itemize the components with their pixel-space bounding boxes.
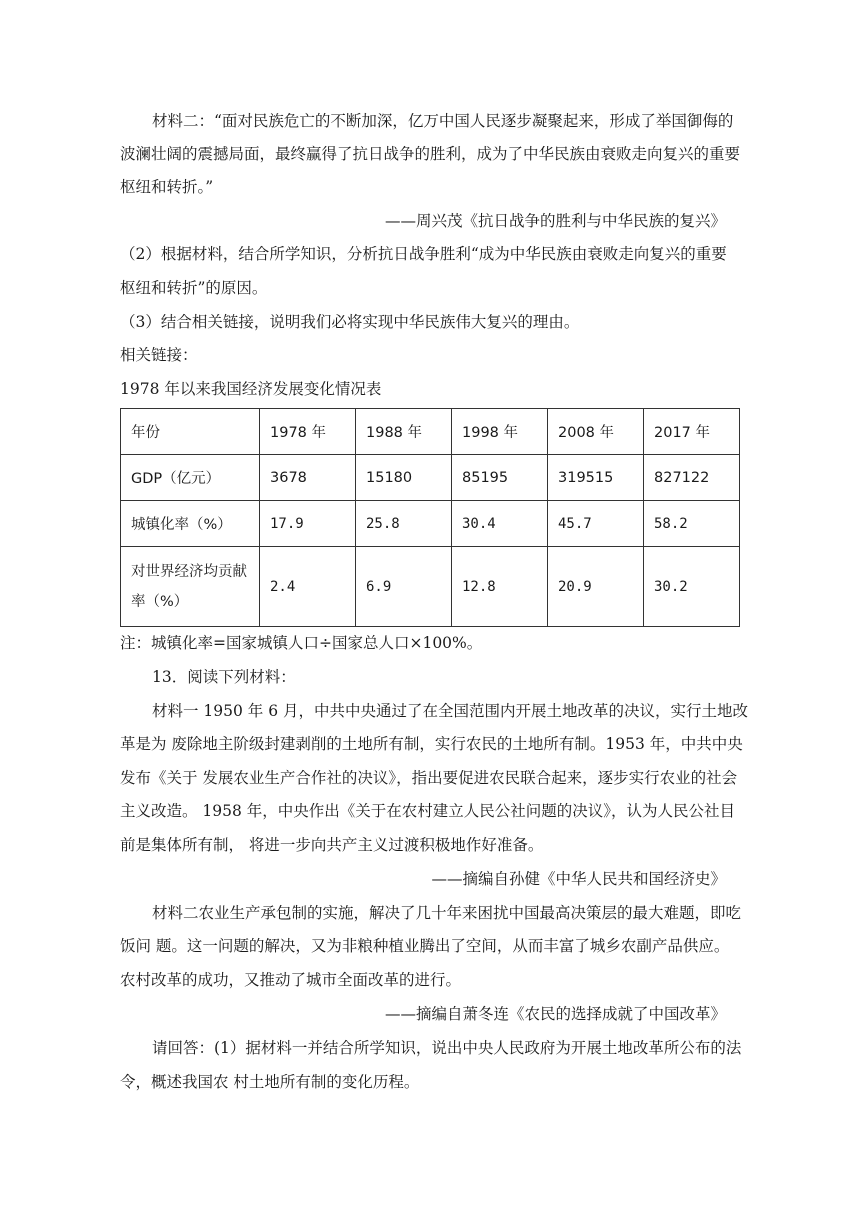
table-header-cell: 1998 年 <box>452 409 548 455</box>
text-line: 注：城镇化率=国家城镇人口÷国家总人口×100%。 <box>120 634 483 652</box>
table-cell: 827122 <box>644 455 740 501</box>
table-cell: 3678 <box>260 455 356 501</box>
table-cell: 30.2 <box>644 547 740 627</box>
table-cell: 15180 <box>356 455 452 501</box>
table-cell: 319515 <box>548 455 644 501</box>
text-line: 主义改造。 1958 年，中央作出《关于在农村建立人民公社问题的决议》，认为人民公社目 <box>120 802 736 820</box>
table-cell: 6.9 <box>356 547 452 627</box>
table-cell: 58.2 <box>644 501 740 547</box>
text-line: （3）结合相关链接，说明我们必将实现中华民族伟大复兴的理由。 <box>120 313 580 331</box>
table-row <box>121 501 740 547</box>
text-line: （2）根据材料，结合所学知识，分析抗日战争胜利“成为中华民族由衰败走向复兴的重要 <box>120 245 727 263</box>
table-header-cell: 年份 <box>121 409 260 455</box>
table-row <box>121 455 740 501</box>
text-line: 相关链接： <box>120 346 198 364</box>
text-line: 令，概述我国农 村土地所有制的变化历程。 <box>120 1073 420 1091</box>
table-header-cell: 1988 年 <box>356 409 452 455</box>
table-cell: 12.8 <box>452 547 548 627</box>
text-line: 13．阅读下列材料： <box>152 668 296 686</box>
text-line: 请回答：(1）据材料一并结合所学知识，说出中央人民政府为开展土地改革所公布的法 <box>152 1039 742 1057</box>
table-cell: 对世界经济均贡献率（%） <box>121 547 260 627</box>
text-line: 材料二：“面对民族危亡的不断加深，亿万中国人民逐步凝聚起来，形成了举国御侮的 <box>152 112 734 130</box>
table-cell: 20.9 <box>548 547 644 627</box>
table-cell: 85195 <box>452 455 548 501</box>
table-cell: 城镇化率（%） <box>121 501 260 547</box>
table-cell: 45.7 <box>548 501 644 547</box>
table-header-cell: 2008 年 <box>548 409 644 455</box>
table-cell: 17.9 <box>260 501 356 547</box>
table-header-cell: 2017 年 <box>644 409 740 455</box>
table-cell: GDP（亿元） <box>121 455 260 501</box>
source-citation: ——摘编自孙健《中华人民共和国经济史》 <box>431 870 726 888</box>
text-line: 农村改革的成功，又推动了城市全面改革的进行。 <box>120 971 462 989</box>
text-line: 枢纽和转折。” <box>120 178 214 196</box>
table-cell: 30.4 <box>452 501 548 547</box>
text-line: 枢纽和转折”的原因。 <box>120 279 268 297</box>
source-citation: ——摘编自萧冬连《农民的选择成就了中国改革》 <box>384 1005 726 1023</box>
table-row <box>121 547 740 627</box>
table-header-cell: 1978 年 <box>260 409 356 455</box>
economy-table <box>120 408 740 627</box>
text-line: 饭问 题。这一问题的解决，又为非粮种植业腾出了空间，从而丰富了城乡农副产品供应。 <box>120 937 730 955</box>
text-line: 材料一 1950 年 6 月，中共中央通过了在全国范围内开展土地改革的决议，实行土地改 <box>152 702 749 720</box>
text-line: 材料二农业生产承包制的实施，解决了几十年来困扰中国最高决策层的最大难题，即吃 <box>152 904 742 922</box>
text-line: 革是为 废除地主阶级封建剥削的土地所有制，实行农民的土地所有制。1953 年，中共中央 <box>120 735 743 753</box>
table-cell: 2.4 <box>260 547 356 627</box>
text-line: 1978 年以来我国经济发展变化情况表 <box>120 380 382 398</box>
table-header-row <box>121 409 740 455</box>
text-line: 波澜壮阔的震撼局面，最终赢得了抗日战争的胜利，成为了中华民族由衰败走向复兴的重要 <box>120 145 741 163</box>
text-line: 发布《关于 发展农业生产合作社的决议》，指出要促进农民联合起来，逐步实行农业的社会 <box>120 769 738 787</box>
table-cell: 25.8 <box>356 501 452 547</box>
text-line: 前是集体所有制， 将进一步向共产主义过渡积极地作好准备。 <box>120 836 544 854</box>
source-citation: ——周兴茂《抗日战争的胜利与中华民族的复兴》 <box>384 212 726 230</box>
